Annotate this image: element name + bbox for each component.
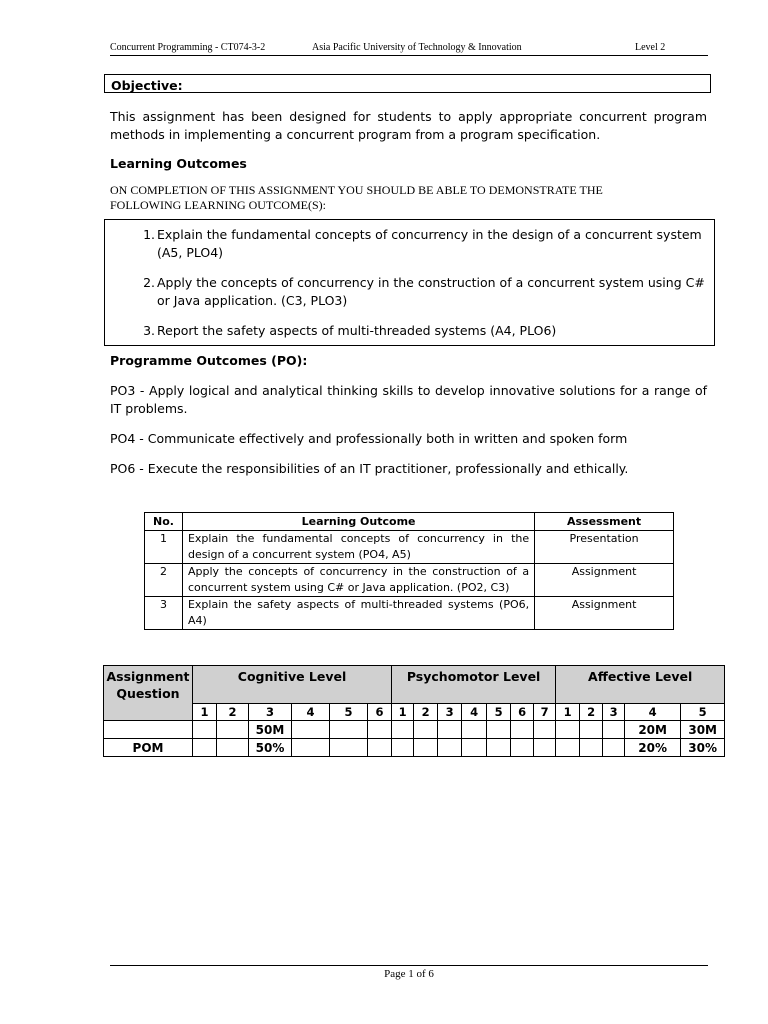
marks-affective-5: 30M: [681, 721, 725, 739]
psychomotor-level-2: 2: [414, 703, 438, 720]
page-number: Page 1 of 6: [384, 968, 434, 980]
cell-assessment: Presentation: [535, 531, 674, 564]
list-item-number: 3.: [143, 323, 155, 338]
learning-outcomes-box: [104, 219, 715, 346]
list-item-text: Apply the concepts of concurrency in the construction of a concurrent system using C# or Java application. (C3, PLO3): [157, 275, 705, 308]
list-item-number: 2.: [143, 275, 155, 290]
header-level: Level 2: [635, 42, 666, 53]
cognitive-level-4: 4: [292, 703, 330, 720]
cell-no: 3: [145, 597, 183, 630]
level-number-row: [104, 703, 725, 720]
psychomotor-level-6: 6: [511, 703, 534, 720]
pom-cognitive-3: 50%: [249, 739, 292, 757]
po6-text: PO6 - Execute the responsibilities of an IT practitioner, professionally and ethically.: [110, 461, 629, 476]
affective-level-5: 5: [681, 703, 725, 720]
list-item: [143, 322, 705, 340]
col-header-assessment: Assessment: [535, 513, 674, 531]
pom-row-label: POM: [104, 739, 193, 757]
objective-heading-box: [104, 74, 711, 93]
list-item: [143, 226, 705, 261]
psychomotor-level-1: 1: [392, 703, 414, 720]
cell-no: 1: [145, 531, 183, 564]
col-header-no: No.: [145, 513, 183, 531]
learning-outcomes-heading: Learning Outcomes: [110, 156, 247, 171]
list-item-number: 1.: [143, 227, 155, 242]
pom-affective-5: 30%: [681, 739, 725, 757]
col-header-outcome: Learning Outcome: [182, 513, 534, 531]
page-header: [110, 42, 708, 56]
header-course: Concurrent Programming - CT074-3-2: [110, 42, 266, 53]
cognitive-level-2: 2: [217, 703, 249, 720]
programme-outcomes-heading: Programme Outcomes (PO):: [110, 353, 308, 368]
list-item-text: Report the safety aspects of multi-threaded systems (A4, PLO6): [157, 323, 557, 338]
group-header-row: [104, 666, 725, 704]
psychomotor-level-3: 3: [438, 703, 462, 720]
affective-level-3: 3: [603, 703, 625, 720]
cell-outcome: Apply the concepts of concurrency in the construction of a concurrent system using C# or Java application. (PO2, C3): [182, 564, 534, 597]
marks-row-label: [104, 721, 193, 739]
marks-affective-4: 20M: [625, 721, 681, 739]
cognitive-level-1: 1: [193, 703, 217, 720]
objective-text: This assignment has been designed for students to apply appropriate concurrent program methods in implementing a concurrent program from a program specification.: [110, 109, 707, 142]
taxonomy-level-table: [103, 665, 725, 757]
list-item: [143, 274, 705, 309]
pom-affective-4: 20%: [625, 739, 681, 757]
cell-outcome: Explain the safety aspects of multi-threaded systems (PO6, A4): [182, 597, 534, 630]
learning-outcome-table: [144, 512, 674, 630]
learning-outcomes-intro: ON COMPLETION OF THIS ASSIGNMENT YOU SHOULD BE ABLE TO DEMONSTRATE THE FOLLOWING LEARNING OUTCOME(S):: [110, 183, 603, 212]
affective-level-1: 1: [556, 703, 580, 720]
psychomotor-level-4: 4: [462, 703, 487, 720]
po4-text: PO4 - Communicate effectively and professionally both in written and spoken form: [110, 431, 628, 446]
cell-assessment: Assignment: [535, 597, 674, 630]
cognitive-level-6: 6: [368, 703, 392, 720]
table-row: [145, 597, 674, 630]
assignment-question-header: Assignment Question: [104, 666, 193, 721]
objective-heading: Objective:: [111, 78, 183, 93]
header-university: Asia Pacific University of Technology & Innovation: [312, 42, 522, 53]
table-row: [145, 564, 674, 597]
table-header-row: [145, 513, 674, 531]
cognitive-level-3: 3: [249, 703, 292, 720]
psychomotor-level-5: 5: [487, 703, 511, 720]
table-row: [145, 531, 674, 564]
psychomotor-level-7: 7: [534, 703, 556, 720]
cell-no: 2: [145, 564, 183, 597]
cognitive-level-header: Cognitive Level: [193, 666, 392, 704]
list-item-text: Explain the fundamental concepts of concurrency in the design of a concurrent system (A5, PLO4): [157, 227, 702, 260]
cell-outcome: Explain the fundamental concepts of concurrency in the design of a concurrent system (PO4, A5): [182, 531, 534, 564]
footer-rule: [110, 965, 708, 966]
affective-level-2: 2: [580, 703, 603, 720]
affective-level-header: Affective Level: [556, 666, 725, 704]
marks-row: [104, 721, 725, 739]
psychomotor-level-header: Psychomotor Level: [392, 666, 556, 704]
po3-text: PO3 - Apply logical and analytical thinking skills to develop innovative solutions for a range of IT problems.: [110, 383, 707, 416]
pom-row: [104, 739, 725, 757]
affective-level-4: 4: [625, 703, 681, 720]
cell-assessment: Assignment: [535, 564, 674, 597]
marks-cognitive-3: 50M: [249, 721, 292, 739]
header-rule: [110, 55, 708, 56]
cognitive-level-5: 5: [330, 703, 368, 720]
